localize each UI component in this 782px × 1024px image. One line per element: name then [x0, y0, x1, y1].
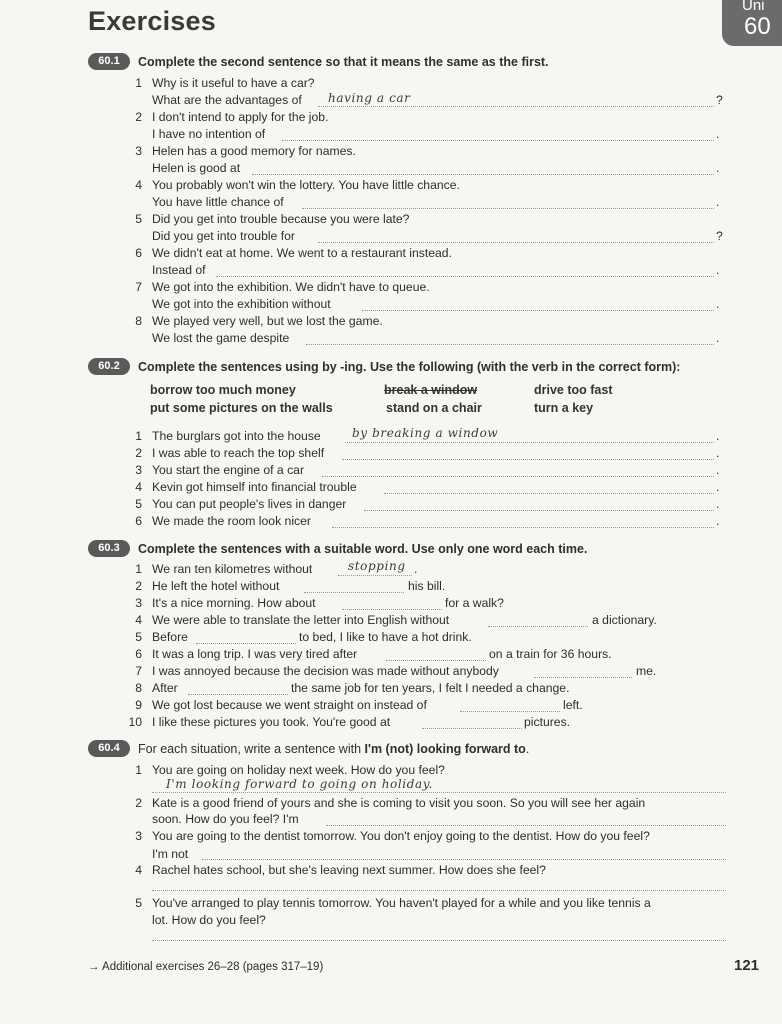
item-number: 1	[135, 429, 142, 443]
item-number: 2	[135, 796, 142, 810]
answer-line[interactable]	[252, 174, 714, 175]
item-number: 3	[135, 463, 142, 477]
answer-line[interactable]	[345, 442, 714, 443]
item-number: 6	[135, 647, 142, 661]
option-break-window-struck: break a window	[384, 383, 478, 397]
item-situation-cont: lot. How do you feel?	[152, 913, 266, 927]
item-situation: You've arranged to play tennis tomorrow. You haven't played for a while and you like tennis a	[152, 896, 651, 910]
item-number: 9	[135, 698, 142, 712]
item-number: 4	[135, 613, 142, 627]
item-number: 3	[135, 144, 142, 158]
page-title: Exercises	[88, 6, 216, 36]
item-sentence-end: the same job for ten years, I felt I needed a change.	[291, 681, 570, 695]
item-number: 2	[135, 579, 142, 593]
item-sentence: The burglars got into the house	[152, 429, 321, 443]
item-sentence: We played very well, but we lost the game.	[152, 314, 383, 328]
item-prompt: I have no intention of	[152, 127, 266, 141]
item-sentence-start: We ran ten kilometres without	[152, 562, 313, 576]
answer-line[interactable]	[386, 660, 486, 661]
answer-line[interactable]	[306, 344, 714, 345]
answer-line[interactable]	[152, 890, 726, 891]
item-number: 7	[135, 664, 142, 678]
item-sentence-end: left.	[563, 698, 583, 712]
item-number: 5	[135, 896, 142, 910]
end-punct: .	[716, 161, 720, 175]
exercise-badge: 60.3	[88, 540, 130, 557]
item-number: 1	[135, 562, 142, 576]
item-sentence: You probably won't win the lottery. You have little chance.	[152, 178, 460, 192]
item-number: 8	[135, 314, 142, 328]
section-60-2-header	[88, 358, 680, 375]
option-turn-key: turn a key	[534, 401, 594, 415]
item-number: 4	[135, 480, 142, 494]
answer-line[interactable]	[422, 728, 522, 729]
item-sentence: Did you get into trouble because you were late?	[152, 212, 410, 226]
exercise-badge: 60.2	[88, 358, 130, 375]
exercise-instruction: Complete the sentences with a suitable word. Use only one word each time.	[138, 541, 588, 556]
section-60-1-header	[88, 53, 549, 70]
answer-line[interactable]	[152, 940, 726, 941]
item-number: 7	[135, 280, 142, 294]
item-sentence-start: After	[152, 681, 178, 695]
item-number: 3	[135, 596, 142, 610]
end-punct: .	[716, 331, 720, 345]
item-sentence-start: Before	[152, 630, 188, 644]
item-number: 4	[135, 178, 142, 192]
answer-line[interactable]	[304, 592, 404, 593]
item-sentence-start: He left the hotel without	[152, 579, 280, 593]
end-punct: ?	[716, 229, 723, 243]
item-sentence-start: It's a nice morning. How about	[152, 596, 316, 610]
item-sentence-end: to bed, I like to have a hot drink.	[299, 630, 472, 644]
item-prompt: Instead of	[152, 263, 206, 277]
item-prompt: We got into the exhibition without	[152, 297, 331, 311]
exercise-instruction: Complete the second sentence so that it means the same as the first.	[138, 54, 549, 69]
unit-label: Uni	[742, 0, 765, 14]
option-drive: drive too fast	[534, 383, 613, 397]
item-number: 2	[135, 446, 142, 460]
exercise-badge: 60.4	[88, 740, 130, 757]
item-sentence: I was able to reach the top shelf	[152, 446, 325, 460]
answer-line[interactable]	[342, 459, 714, 460]
answer-line[interactable]	[332, 527, 714, 528]
answer-line[interactable]	[196, 643, 296, 644]
item-sentence-end: his bill.	[408, 579, 446, 593]
item-number: 1	[135, 76, 142, 90]
section-60-4-header	[88, 740, 529, 757]
item-number: 1	[135, 763, 142, 777]
item-situation-cont: soon. How do you feel? I'm	[152, 812, 299, 826]
item-number: 8	[135, 681, 142, 695]
answer-line[interactable]	[318, 106, 714, 107]
answer-line[interactable]	[534, 677, 632, 678]
end-punct: .	[716, 127, 720, 141]
item-number: 10	[128, 715, 142, 729]
exercise-badge: 60.1	[88, 53, 130, 70]
item-number: 4	[135, 863, 142, 877]
item-situation: You are going on holiday next week. How do you feel?	[152, 763, 445, 777]
item-sentence-end: me.	[636, 664, 657, 678]
item-sentence: Why is it useful to have a car?	[152, 76, 315, 90]
item-prompt: Helen is good at	[152, 161, 241, 175]
item-sentence: Kevin got himself into financial trouble	[152, 480, 357, 494]
item-sentence: I don't intend to apply for the job.	[152, 110, 329, 124]
item-sentence: Helen has a good memory for names.	[152, 144, 356, 158]
answer-line[interactable]	[364, 510, 714, 511]
end-punct: .	[716, 195, 720, 209]
item-prompt: Did you get into trouble for	[152, 229, 295, 243]
item-sentence-start: I was annoyed because the decision was made without anybody	[152, 664, 499, 678]
answer-line[interactable]	[488, 626, 588, 627]
item-sentence: We got into the exhibition. We didn't have to queue.	[152, 280, 430, 294]
item-prompt: We lost the game despite	[152, 331, 290, 345]
handwritten-answer: I'm looking forward to going on holiday.	[166, 777, 433, 791]
item-prompt: You have little chance of	[152, 195, 284, 209]
item-number: 3	[135, 829, 142, 843]
item-situation: Rachel hates school, but she's leaving next summer. How does she feel?	[152, 863, 546, 877]
page-number: 121	[734, 957, 760, 974]
item-number: 5	[135, 630, 142, 644]
item-number: 6	[135, 514, 142, 528]
item-number: 5	[135, 212, 142, 226]
answer-line[interactable]	[318, 242, 714, 243]
answer-line[interactable]	[202, 859, 726, 860]
item-sentence-end: a dictionary.	[592, 613, 657, 627]
answer-line[interactable]	[188, 694, 288, 695]
item-sentence: We made the room look nicer	[152, 514, 311, 528]
answer-line[interactable]	[460, 711, 560, 712]
item-number: 6	[135, 246, 142, 260]
item-sentence: You start the engine of a car	[152, 463, 304, 477]
unit-tab	[722, 0, 782, 46]
end-punct: .	[716, 263, 720, 277]
answer-line[interactable]	[362, 310, 714, 311]
exercise-instruction: Complete the sentences using by -ing. Use the following (with the verb in the correct form):	[138, 359, 681, 374]
option-put-pictures: put some pictures on the walls	[150, 401, 333, 415]
item-prompt: What are the advantages of	[152, 93, 302, 107]
answer-line[interactable]	[322, 476, 714, 477]
answer-line[interactable]	[326, 825, 726, 826]
handwritten-answer: by breaking a window	[352, 426, 499, 440]
item-sentence-start: I like these pictures you took. You're good at	[152, 715, 391, 729]
item-sentence-end: on a train for 36 hours.	[489, 647, 612, 661]
answer-line[interactable]	[216, 276, 714, 277]
end-punct: .	[716, 297, 720, 311]
option-stand-chair: stand on a chair	[386, 401, 482, 415]
item-sentence-start: We got lost because we went straight on instead of	[152, 698, 427, 712]
answer-line[interactable]	[342, 609, 442, 610]
answer-line[interactable]	[384, 493, 714, 494]
option-borrow: borrow too much money	[150, 383, 296, 397]
item-situation: You are going to the dentist tomorrow. You don't enjoy going to the dentist. How do you feel?	[152, 829, 650, 843]
item-number: 5	[135, 497, 142, 511]
section-60-3-header	[88, 540, 587, 557]
item-number: 2	[135, 110, 142, 124]
handwritten-answer: stopping	[348, 559, 406, 573]
item-sentence-end: .	[414, 562, 418, 576]
item-sentence-start: We were able to translate the letter into English without	[152, 613, 450, 627]
item-prompt: I'm not	[152, 847, 189, 861]
unit-number: 60	[744, 13, 771, 40]
exercise-instruction: For each situation, write a sentence with I'm (not) looking forward to.	[138, 741, 530, 756]
item-sentence: You can put people's lives in danger	[152, 497, 347, 511]
item-sentence-end: for a walk?	[445, 596, 504, 610]
answer-line[interactable]	[282, 140, 714, 141]
item-sentence: We didn't eat at home. We went to a restaurant instead.	[152, 246, 452, 260]
item-sentence-end: pictures.	[524, 715, 571, 729]
item-sentence-start: It was a long trip. I was very tired after	[152, 647, 358, 661]
handwritten-answer: having a car	[328, 91, 411, 105]
item-situation: Kate is a good friend of yours and she is coming to visit you soon. So you will see her again	[152, 796, 646, 810]
end-punct: ?	[716, 93, 723, 107]
answer-line[interactable]	[338, 575, 412, 576]
additional-exercises-link[interactable]: → Additional exercises 26–28 (pages 317–19)	[88, 961, 324, 973]
answer-line[interactable]	[152, 792, 726, 793]
answer-line[interactable]	[302, 208, 714, 209]
